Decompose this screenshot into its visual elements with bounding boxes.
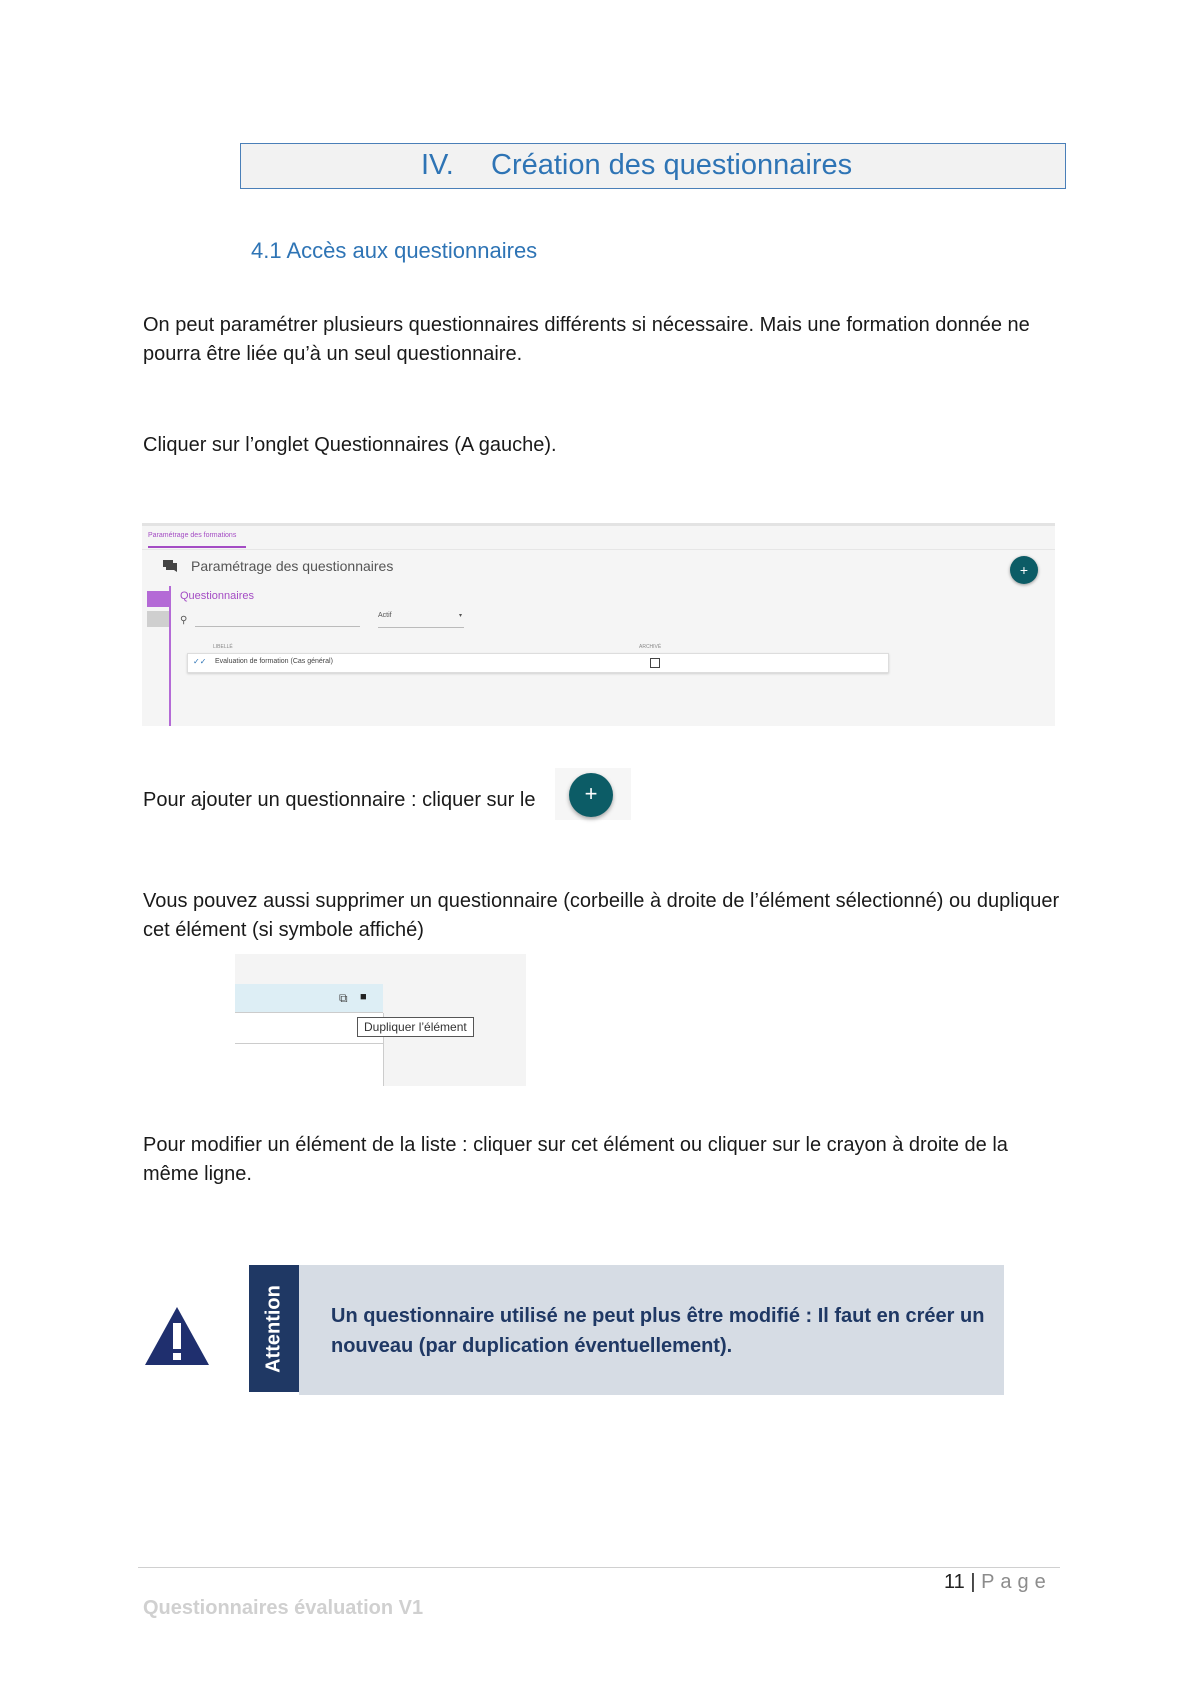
archive-checkbox[interactable]: [650, 658, 660, 668]
chapter-heading: [240, 143, 1066, 189]
section-title: 4.1 Accès aux questionnaires: [251, 238, 538, 263]
search-icon: ⚲: [180, 615, 188, 626]
screenshot-questionnaire-settings: [142, 523, 1055, 726]
sidebar-tab-questionnaires[interactable]: [147, 591, 169, 607]
table-row[interactable]: [187, 653, 889, 673]
attention-box: [299, 1265, 1004, 1395]
paragraph-edit: Pour modifier un élément de la liste : cliquer sur cet élément ou cliquer sur le crayon à droite de la même ligne.: [143, 1134, 1008, 1185]
status-select-value: Actif: [378, 612, 392, 619]
page-number-value: 11: [944, 1571, 965, 1593]
paragraph-click-tab: Cliquer sur l’onglet Questionnaires (A gauche).: [143, 434, 557, 456]
breadcrumb-underline: [148, 546, 246, 548]
copy-icon[interactable]: ⧉: [339, 991, 348, 1005]
tab-label: Questionnaires: [180, 590, 254, 602]
add-questionnaire-button[interactable]: +: [1010, 556, 1038, 584]
column-header-archive: ARCHIVÉ: [639, 644, 662, 650]
double-check-icon: ✓✓: [193, 657, 207, 666]
attention-text: Un questionnaire utilisé ne peut plus être modifié : Il faut en créer un nouveau (par duplication éventuellement).: [331, 1305, 985, 1357]
footer-divider: [138, 1567, 1060, 1568]
screenshot-duplicate: [235, 954, 526, 1086]
warning-icon: [143, 1305, 211, 1367]
page-word: Page: [981, 1571, 1052, 1593]
page-separator: |: [970, 1571, 976, 1593]
paragraph-add: Pour ajouter un questionnaire : cliquer sur le: [143, 789, 536, 811]
chapter-title: Création des questionnaires: [491, 149, 853, 181]
tooltip: Dupliquer l’élément: [357, 1017, 474, 1037]
add-button-image: [555, 768, 631, 820]
footer-document-name: Questionnaires évaluation V1: [143, 1597, 424, 1619]
settings-header: Paramétrage des questionnaires: [191, 558, 394, 574]
column-header-label: LIBELLÉ: [213, 644, 233, 650]
trash-icon[interactable]: ■: [360, 991, 367, 1003]
paragraph-intro: On peut paramétrer plusieurs questionnaires différents si nécessaire. Mais une formation donnée ne pourra être liée qu’à un seul questionnaire.: [143, 314, 1030, 365]
breadcrumb: Paramétrage des formations: [148, 532, 237, 539]
paragraph-delete-duplicate: Vous pouvez aussi supprimer un questionnaire (corbeille à droite de l’élément sélectionné) ou dupliquer cet élément (si symbole affiché): [143, 890, 1060, 941]
row-label: Evaluation de formation (Cas général): [215, 658, 333, 665]
attention-tab: [249, 1265, 299, 1392]
sidebar-rail: [169, 586, 171, 726]
plus-icon: +: [569, 773, 613, 817]
chapter-number: IV.: [421, 149, 454, 181]
page-number: [944, 1571, 1052, 1594]
search-input[interactable]: [195, 626, 360, 627]
status-select[interactable]: [378, 610, 464, 628]
divider: [142, 549, 1055, 550]
attention-label: Attention: [262, 1284, 285, 1373]
chevron-down-icon: ▾: [458, 613, 462, 619]
sidebar-tab-other[interactable]: [147, 611, 169, 627]
list-row: [235, 1044, 384, 1086]
chat-icon: [163, 560, 177, 572]
